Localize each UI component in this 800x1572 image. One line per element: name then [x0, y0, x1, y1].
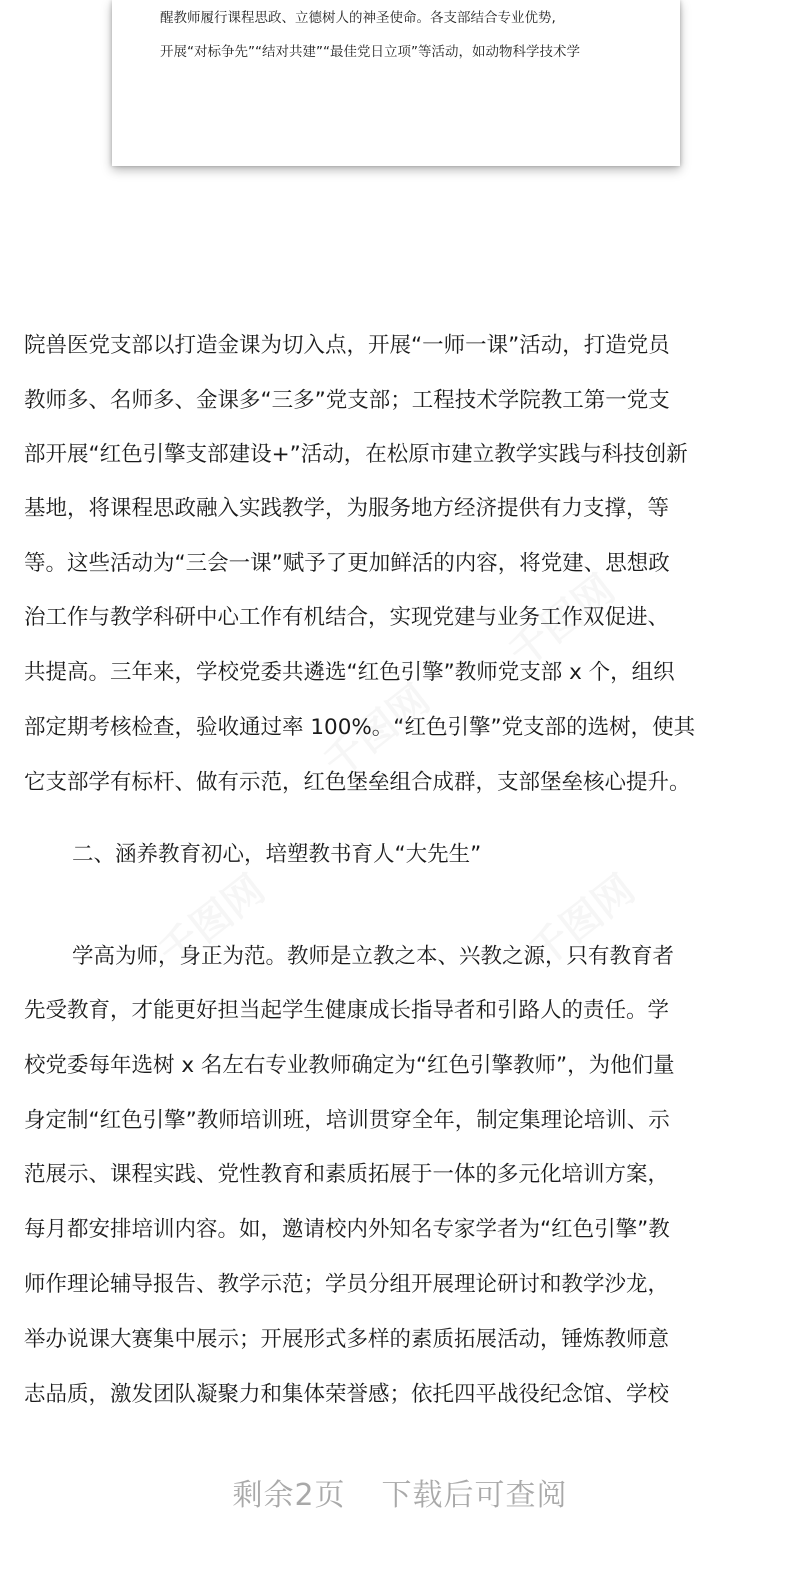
watermark-text: 千图网 [315, 676, 439, 787]
paragraph-line: 举办说课大赛集中展示；开展形式多样的素质拓展活动，锤炼教师意 [24, 1327, 670, 1352]
preview-line: 开展“对标争先”“结对共建”“最佳党日立项”等活动，如动物科学技术学 [160, 44, 580, 60]
paragraph-line: 先受教育，才能更好担当起学生健康成长指导者和引路人的责任。学 [24, 998, 670, 1023]
document-preview-card [112, 0, 680, 166]
download-to-view-text: 下载后可查阅 [381, 1478, 568, 1513]
paragraph-line: 学高为师，身正为范。教师是立教之本、兴教之源，只有教育者 [72, 944, 675, 969]
watermark-text: 千图网 [150, 866, 274, 977]
preview-line: 醒教师履行课程思政、立德树人的神圣使命。各支部结合专业优势, [160, 10, 556, 26]
paragraph-line: 师作理论辅导报告、教学示范；学员分组开展理论研讨和教学沙龙， [24, 1272, 670, 1297]
paragraph-line: 等。这些活动为“三会一课”赋予了更加鲜活的内容，将党建、思想政 [24, 551, 670, 576]
paragraph-line: 部定期考核检查，验收通过率 100%。“红色引擎”党支部的选树，使其 [24, 715, 696, 740]
paragraph-line: 它支部学有标杆、做有示范，红色堡垒组合成群，支部堡垒核心提升。 [24, 770, 691, 795]
paragraph-line: 部开展“红色引擎支部建设+”活动，在松原市建立教学实践与科技创新 [24, 442, 688, 467]
remaining-pages-text: 剩余2页 [232, 1478, 346, 1513]
paragraph-line: 共提高。三年来，学校党委共遴选“红色引擎”教师党支部 x 个，组织 [24, 660, 675, 685]
paragraph-line: 院兽医党支部以打造金课为切入点，开展“一师一课”活动，打造党员 [24, 333, 670, 358]
paragraph-line: 志品质，激发团队凝聚力和集体荣誉感；依托四平战役纪念馆、学校 [24, 1382, 670, 1407]
paragraph-line: 校党委每年选树 x 名左右专业教师确定为“红色引擎教师”，为他们量 [24, 1053, 675, 1078]
paragraph-line: 身定制“红色引擎”教师培训班，培训贯穿全年，制定集理论培训、示 [24, 1108, 670, 1133]
watermark-text: 千图网 [500, 566, 624, 677]
section-heading: 二、涵养教育初心，培塑教书育人“大先生” [72, 842, 482, 867]
watermark-text: 千图网 [520, 866, 644, 977]
download-prompt[interactable] [0, 1470, 800, 1514]
paragraph-line: 治工作与教学科研中心工作有机结合，实现党建与业务工作双促进、 [24, 605, 670, 630]
paragraph-line: 范展示、课程实践、党性教育和素质拓展于一体的多元化培训方案， [24, 1162, 670, 1187]
paragraph-line: 每月都安排培训内容。如，邀请校内外知名专家学者为“红色引擎”教 [24, 1217, 670, 1242]
paragraph-line: 基地，将课程思政融入实践教学，为服务地方经济提供有力支撑，等 [24, 496, 670, 521]
paragraph-line: 教师多、名师多、金课多“三多”党支部；工程技术学院教工第一党支 [24, 388, 670, 413]
